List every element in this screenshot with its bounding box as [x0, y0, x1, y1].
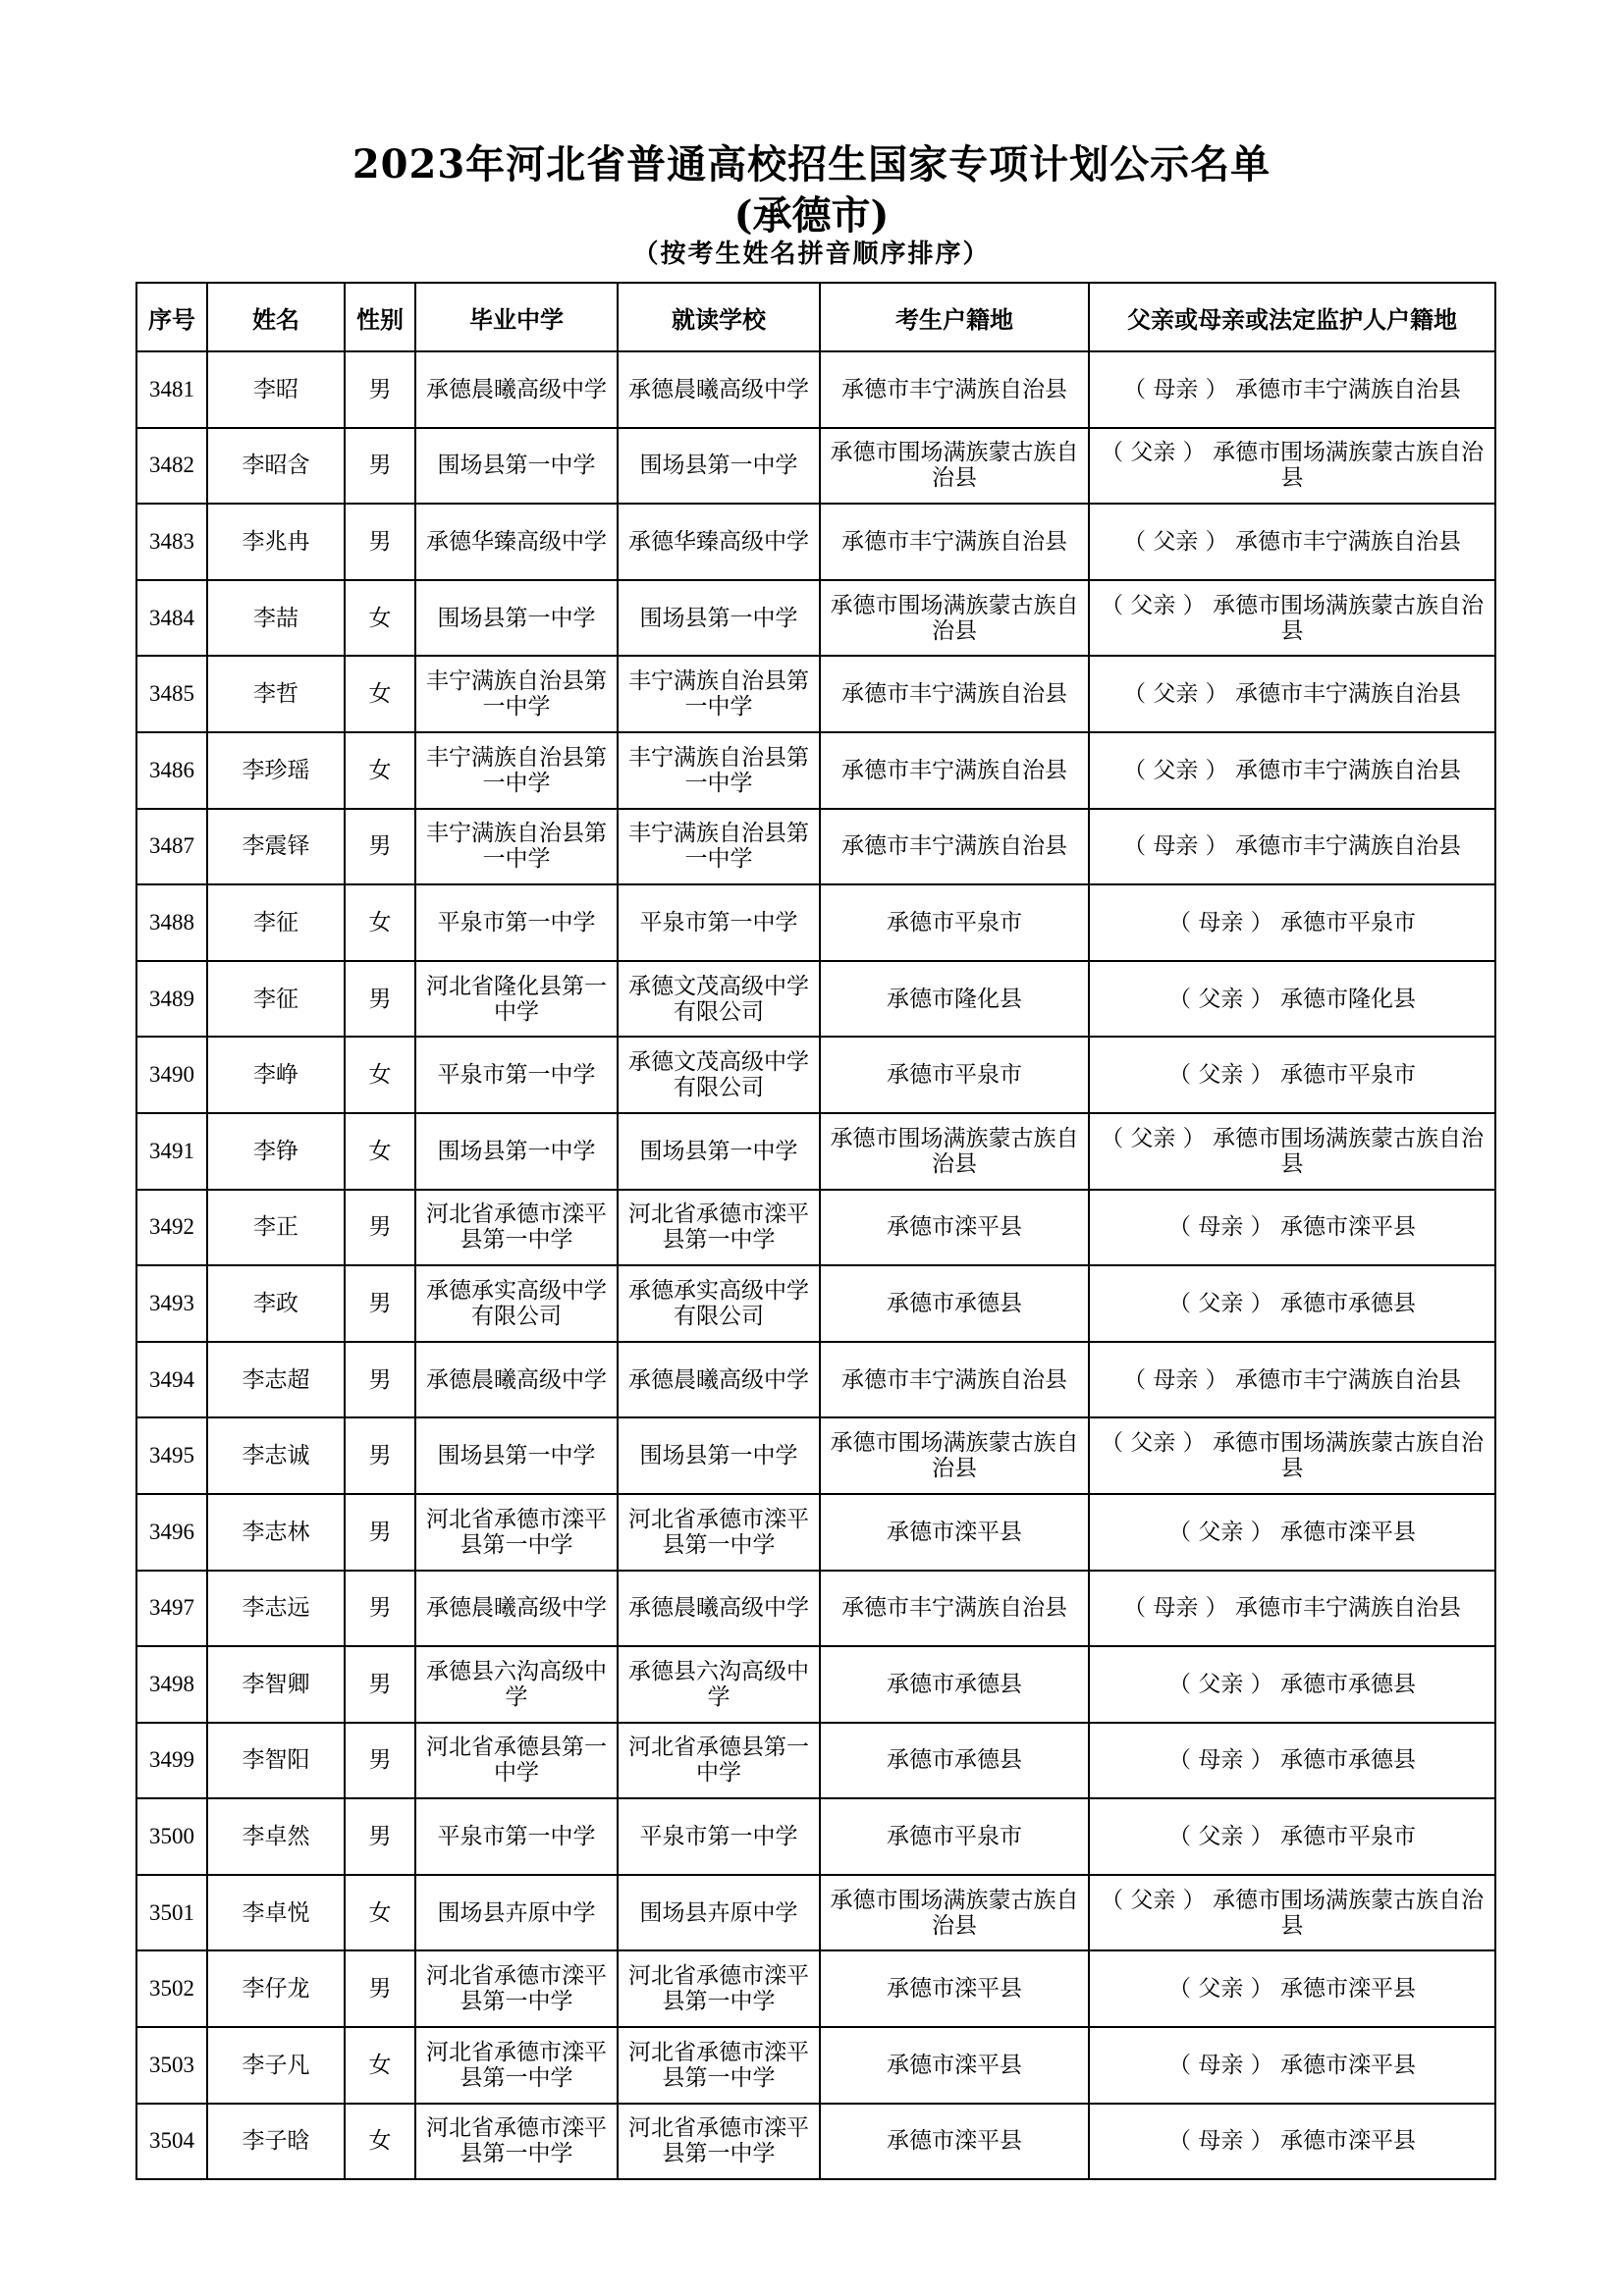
- cell-household-registration: 承德市丰宁满族自治县: [820, 809, 1089, 885]
- cell-household-registration: 承德市围场满族蒙古族自治县: [820, 1417, 1089, 1494]
- cell-current-school: 围场县卉原中学: [618, 1875, 820, 1951]
- cell-graduation-school: 围场县第一中学: [415, 428, 618, 505]
- cell-gender: 男: [345, 351, 415, 428]
- cell-name: 李子凡: [207, 2027, 345, 2104]
- cell-current-school: 承德晨曦高级中学: [618, 1571, 820, 1647]
- cell-graduation-school: 河北省承德县第一中学: [415, 1723, 618, 1799]
- cell-gender: 女: [345, 656, 415, 732]
- cell-gender: 男: [345, 1723, 415, 1799]
- cell-current-school: 丰宁满族自治县第一中学: [618, 809, 820, 885]
- cell-household-registration: 承德市围场满族蒙古族自治县: [820, 580, 1089, 657]
- cell-gender: 男: [345, 809, 415, 885]
- cell-name: 李铮: [207, 1113, 345, 1190]
- cell-household-registration: 承德市围场满族蒙古族自治县: [820, 1113, 1089, 1190]
- cell-seq: 3485: [136, 656, 207, 732]
- cell-household-registration: 承德市承德县: [820, 1723, 1089, 1799]
- cell-household-registration: 承德市丰宁满族自治县: [820, 1571, 1089, 1647]
- cell-guardian-registration: （ 母亲 ） 承德市丰宁满族自治县: [1089, 1342, 1495, 1418]
- cell-household-registration: 承德市承德县: [820, 1646, 1089, 1723]
- cell-guardian-registration: （ 母亲 ） 承德市滦平县: [1089, 1190, 1495, 1266]
- cell-graduation-school: 河北省隆化县第一中学: [415, 961, 618, 1038]
- cell-name: 李智阳: [207, 1723, 345, 1799]
- table-row: [136, 2027, 1495, 2104]
- cell-gender: 女: [345, 2027, 415, 2104]
- cell-name: 李昭含: [207, 428, 345, 505]
- cell-current-school: 河北省承德县第一中学: [618, 1723, 820, 1799]
- cell-guardian-registration: （ 父亲 ） 承德市滦平县: [1089, 1950, 1495, 2027]
- cell-seq: 3489: [136, 961, 207, 1038]
- cell-gender: 女: [345, 580, 415, 657]
- cell-current-school: 围场县第一中学: [618, 580, 820, 657]
- cell-graduation-school: 围场县卉原中学: [415, 1875, 618, 1951]
- cell-gender: 男: [345, 1190, 415, 1266]
- cell-current-school: 河北省承德市滦平县第一中学: [618, 1494, 820, 1571]
- table-row: [136, 1646, 1495, 1723]
- cell-household-registration: 承德市丰宁满族自治县: [820, 504, 1089, 580]
- cell-graduation-school: 平泉市第一中学: [415, 1037, 618, 1113]
- cell-graduation-school: 河北省承德市滦平县第一中学: [415, 1494, 618, 1571]
- table-row: [136, 809, 1495, 885]
- cell-current-school: 围场县第一中学: [618, 1417, 820, 1494]
- table-header-row: [136, 283, 1495, 351]
- cell-gender: 男: [345, 961, 415, 1038]
- header-guardian-registration: 父亲或母亲或法定监护人户籍地: [1089, 283, 1495, 351]
- cell-guardian-registration: （ 父亲 ） 承德市平泉市: [1089, 1798, 1495, 1875]
- cell-current-school: 承德文茂高级中学有限公司: [618, 961, 820, 1038]
- table-row: [136, 351, 1495, 428]
- cell-current-school: 河北省承德市滦平县第一中学: [618, 1190, 820, 1266]
- cell-gender: 女: [345, 1875, 415, 1951]
- cell-gender: 男: [345, 1646, 415, 1723]
- cell-name: 李兆冉: [207, 504, 345, 580]
- cell-household-registration: 承德市隆化县: [820, 961, 1089, 1038]
- cell-guardian-registration: （ 父亲 ） 承德市丰宁满族自治县: [1089, 732, 1495, 809]
- cell-graduation-school: 承德晨曦高级中学: [415, 351, 618, 428]
- cell-household-registration: 承德市滦平县: [820, 2104, 1089, 2180]
- cell-household-registration: 承德市丰宁满族自治县: [820, 732, 1089, 809]
- table-row: [136, 428, 1495, 505]
- table-row: [136, 1494, 1495, 1571]
- cell-guardian-registration: （ 父亲 ） 承德市滦平县: [1089, 1494, 1495, 1571]
- cell-current-school: 平泉市第一中学: [618, 884, 820, 961]
- cell-graduation-school: 河北省承德市滦平县第一中学: [415, 2027, 618, 2104]
- cell-gender: 男: [345, 1417, 415, 1494]
- table-row: [136, 2104, 1495, 2180]
- header-household-registration: 考生户籍地: [820, 283, 1089, 351]
- cell-seq: 3491: [136, 1113, 207, 1190]
- cell-current-school: 围场县第一中学: [618, 428, 820, 505]
- cell-guardian-registration: （ 父亲 ） 承德市围场满族蒙古族自治县: [1089, 428, 1495, 505]
- cell-guardian-registration: （ 父亲 ） 承德市承德县: [1089, 1646, 1495, 1723]
- cell-seq: 3497: [136, 1571, 207, 1647]
- cell-gender: 男: [345, 504, 415, 580]
- cell-name: 李震铎: [207, 809, 345, 885]
- cell-household-registration: 承德市围场满族蒙古族自治县: [820, 1875, 1089, 1951]
- cell-current-school: 承德文茂高级中学有限公司: [618, 1037, 820, 1113]
- cell-graduation-school: 河北省承德市滦平县第一中学: [415, 2104, 618, 2180]
- cell-gender: 男: [345, 1342, 415, 1418]
- cell-guardian-registration: （ 母亲 ） 承德市滦平县: [1089, 2027, 1495, 2104]
- cell-current-school: 承德晨曦高级中学: [618, 1342, 820, 1418]
- cell-current-school: 承德晨曦高级中学: [618, 351, 820, 428]
- roster-table: [135, 282, 1496, 2180]
- cell-seq: 3488: [136, 884, 207, 961]
- cell-guardian-registration: （ 父亲 ） 承德市围场满族蒙古族自治县: [1089, 580, 1495, 657]
- cell-guardian-registration: （ 母亲 ） 承德市承德县: [1089, 1723, 1495, 1799]
- cell-seq: 3484: [136, 580, 207, 657]
- cell-seq: 3481: [136, 351, 207, 428]
- cell-household-registration: 承德市承德县: [820, 1265, 1089, 1342]
- cell-guardian-registration: （ 父亲 ） 承德市隆化县: [1089, 961, 1495, 1038]
- cell-graduation-school: 丰宁满族自治县第一中学: [415, 656, 618, 732]
- cell-seq: 3482: [136, 428, 207, 505]
- cell-current-school: 围场县第一中学: [618, 1113, 820, 1190]
- cell-guardian-registration: （ 父亲 ） 承德市围场满族蒙古族自治县: [1089, 1417, 1495, 1494]
- cell-graduation-school: 承德晨曦高级中学: [415, 1342, 618, 1418]
- cell-guardian-registration: （ 母亲 ） 承德市丰宁满族自治县: [1089, 351, 1495, 428]
- cell-graduation-school: 丰宁满族自治县第一中学: [415, 732, 618, 809]
- cell-graduation-school: 丰宁满族自治县第一中学: [415, 809, 618, 885]
- cell-household-registration: 承德市围场满族蒙古族自治县: [820, 428, 1089, 505]
- cell-gender: 男: [345, 1571, 415, 1647]
- cell-guardian-registration: （ 父亲 ） 承德市承德县: [1089, 1265, 1495, 1342]
- cell-graduation-school: 平泉市第一中学: [415, 1798, 618, 1875]
- cell-current-school: 河北省承德市滦平县第一中学: [618, 2104, 820, 2180]
- cell-gender: 女: [345, 2104, 415, 2180]
- header-seq: 序号: [136, 283, 207, 351]
- cell-graduation-school: 平泉市第一中学: [415, 884, 618, 961]
- cell-household-registration: 承德市平泉市: [820, 1037, 1089, 1113]
- cell-current-school: 承德承实高级中学有限公司: [618, 1265, 820, 1342]
- cell-seq: 3495: [136, 1417, 207, 1494]
- header-gender: 性别: [345, 283, 415, 351]
- table-row: [136, 1113, 1495, 1190]
- cell-name: 李志林: [207, 1494, 345, 1571]
- cell-seq: 3486: [136, 732, 207, 809]
- cell-guardian-registration: （ 母亲 ） 承德市丰宁满族自治县: [1089, 1571, 1495, 1647]
- cell-graduation-school: 承德华臻高级中学: [415, 504, 618, 580]
- table-row: [136, 1037, 1495, 1113]
- cell-guardian-registration: （ 父亲 ） 承德市丰宁满族自治县: [1089, 504, 1495, 580]
- cell-current-school: 承德华臻高级中学: [618, 504, 820, 580]
- table-row: [136, 580, 1495, 657]
- table-body: [136, 351, 1495, 2179]
- cell-guardian-registration: （ 母亲 ） 承德市丰宁满族自治县: [1089, 809, 1495, 885]
- cell-guardian-registration: （ 父亲 ） 承德市平泉市: [1089, 1037, 1495, 1113]
- cell-name: 李喆: [207, 580, 345, 657]
- cell-seq: 3502: [136, 1950, 207, 2027]
- cell-current-school: 河北省承德市滦平县第一中学: [618, 1950, 820, 2027]
- cell-current-school: 河北省承德市滦平县第一中学: [618, 2027, 820, 2104]
- cell-gender: 女: [345, 884, 415, 961]
- cell-household-registration: 承德市丰宁满族自治县: [820, 1342, 1089, 1418]
- cell-graduation-school: 承德晨曦高级中学: [415, 1571, 618, 1647]
- cell-name: 李正: [207, 1190, 345, 1266]
- cell-seq: 3490: [136, 1037, 207, 1113]
- cell-seq: 3498: [136, 1646, 207, 1723]
- cell-guardian-registration: （ 父亲 ） 承德市丰宁满族自治县: [1089, 656, 1495, 732]
- cell-name: 李哲: [207, 656, 345, 732]
- table-row: [136, 656, 1495, 732]
- cell-graduation-school: 围场县第一中学: [415, 1113, 618, 1190]
- cell-household-registration: 承德市平泉市: [820, 884, 1089, 961]
- cell-name: 李昭: [207, 351, 345, 428]
- cell-household-registration: 承德市滦平县: [820, 1950, 1089, 2027]
- table-row: [136, 504, 1495, 580]
- cell-name: 李志远: [207, 1571, 345, 1647]
- cell-seq: 3492: [136, 1190, 207, 1266]
- cell-graduation-school: 河北省承德市滦平县第一中学: [415, 1950, 618, 2027]
- document-title: 2023年河北省普通高校招生国家专项计划公示名单: [352, 141, 1271, 187]
- cell-gender: 女: [345, 732, 415, 809]
- cell-graduation-school: 河北省承德市滦平县第一中学: [415, 1190, 618, 1266]
- cell-household-registration: 承德市滦平县: [820, 1494, 1089, 1571]
- table-row: [136, 732, 1495, 809]
- cell-name: 李志超: [207, 1342, 345, 1418]
- table-row: [136, 1190, 1495, 1266]
- cell-guardian-registration: （ 父亲 ） 承德市围场满族蒙古族自治县: [1089, 1113, 1495, 1190]
- cell-name: 李征: [207, 961, 345, 1038]
- cell-gender: 男: [345, 1950, 415, 2027]
- cell-name: 李峥: [207, 1037, 345, 1113]
- cell-graduation-school: 承德承实高级中学有限公司: [415, 1265, 618, 1342]
- cell-current-school: 平泉市第一中学: [618, 1798, 820, 1875]
- cell-current-school: 承德县六沟高级中学: [618, 1646, 820, 1723]
- cell-household-registration: 承德市滦平县: [820, 1190, 1089, 1266]
- header-graduation-school: 毕业中学: [415, 283, 618, 351]
- cell-gender: 男: [345, 1494, 415, 1571]
- cell-name: 李征: [207, 884, 345, 961]
- table-row: [136, 1875, 1495, 1951]
- cell-household-registration: 承德市平泉市: [820, 1798, 1089, 1875]
- table-row: [136, 1265, 1495, 1342]
- cell-name: 李珍瑶: [207, 732, 345, 809]
- cell-seq: 3503: [136, 2027, 207, 2104]
- cell-household-registration: 承德市滦平县: [820, 2027, 1089, 2104]
- header-name: 姓名: [207, 283, 345, 351]
- cell-seq: 3496: [136, 1494, 207, 1571]
- cell-graduation-school: 围场县第一中学: [415, 1417, 618, 1494]
- table-row: [136, 1417, 1495, 1494]
- cell-gender: 女: [345, 1037, 415, 1113]
- cell-name: 李志诚: [207, 1417, 345, 1494]
- cell-guardian-registration: （ 母亲 ） 承德市平泉市: [1089, 884, 1495, 961]
- cell-seq: 3493: [136, 1265, 207, 1342]
- cell-graduation-school: 围场县第一中学: [415, 580, 618, 657]
- table-row: [136, 1571, 1495, 1647]
- cell-seq: 3500: [136, 1798, 207, 1875]
- cell-seq: 3494: [136, 1342, 207, 1418]
- table-row: [136, 1950, 1495, 2027]
- cell-name: 李卓然: [207, 1798, 345, 1875]
- cell-gender: 男: [345, 1798, 415, 1875]
- cell-seq: 3483: [136, 504, 207, 580]
- sort-note: （按考生姓名拼音顺序排序）: [632, 240, 991, 269]
- cell-seq: 3499: [136, 1723, 207, 1799]
- cell-gender: 男: [345, 1265, 415, 1342]
- document-subtitle: (承德市): [733, 192, 890, 239]
- cell-gender: 男: [345, 428, 415, 505]
- cell-seq: 3501: [136, 1875, 207, 1951]
- cell-household-registration: 承德市丰宁满族自治县: [820, 656, 1089, 732]
- cell-name: 李政: [207, 1265, 345, 1342]
- cell-name: 李智卿: [207, 1646, 345, 1723]
- cell-name: 李子晗: [207, 2104, 345, 2180]
- table-row: [136, 1798, 1495, 1875]
- cell-current-school: 丰宁满族自治县第一中学: [618, 656, 820, 732]
- table-row: [136, 1342, 1495, 1418]
- table-row: [136, 961, 1495, 1038]
- cell-current-school: 丰宁满族自治县第一中学: [618, 732, 820, 809]
- cell-seq: 3487: [136, 809, 207, 885]
- table-row: [136, 1723, 1495, 1799]
- cell-name: 李卓悦: [207, 1875, 345, 1951]
- cell-seq: 3504: [136, 2104, 207, 2180]
- cell-gender: 女: [345, 1113, 415, 1190]
- cell-name: 李仔龙: [207, 1950, 345, 2027]
- cell-graduation-school: 承德县六沟高级中学: [415, 1646, 618, 1723]
- cell-guardian-registration: （ 母亲 ） 承德市滦平县: [1089, 2104, 1495, 2180]
- cell-guardian-registration: （ 父亲 ） 承德市围场满族蒙古族自治县: [1089, 1875, 1495, 1951]
- table-row: [136, 884, 1495, 961]
- header-current-school: 就读学校: [618, 283, 820, 351]
- cell-household-registration: 承德市丰宁满族自治县: [820, 351, 1089, 428]
